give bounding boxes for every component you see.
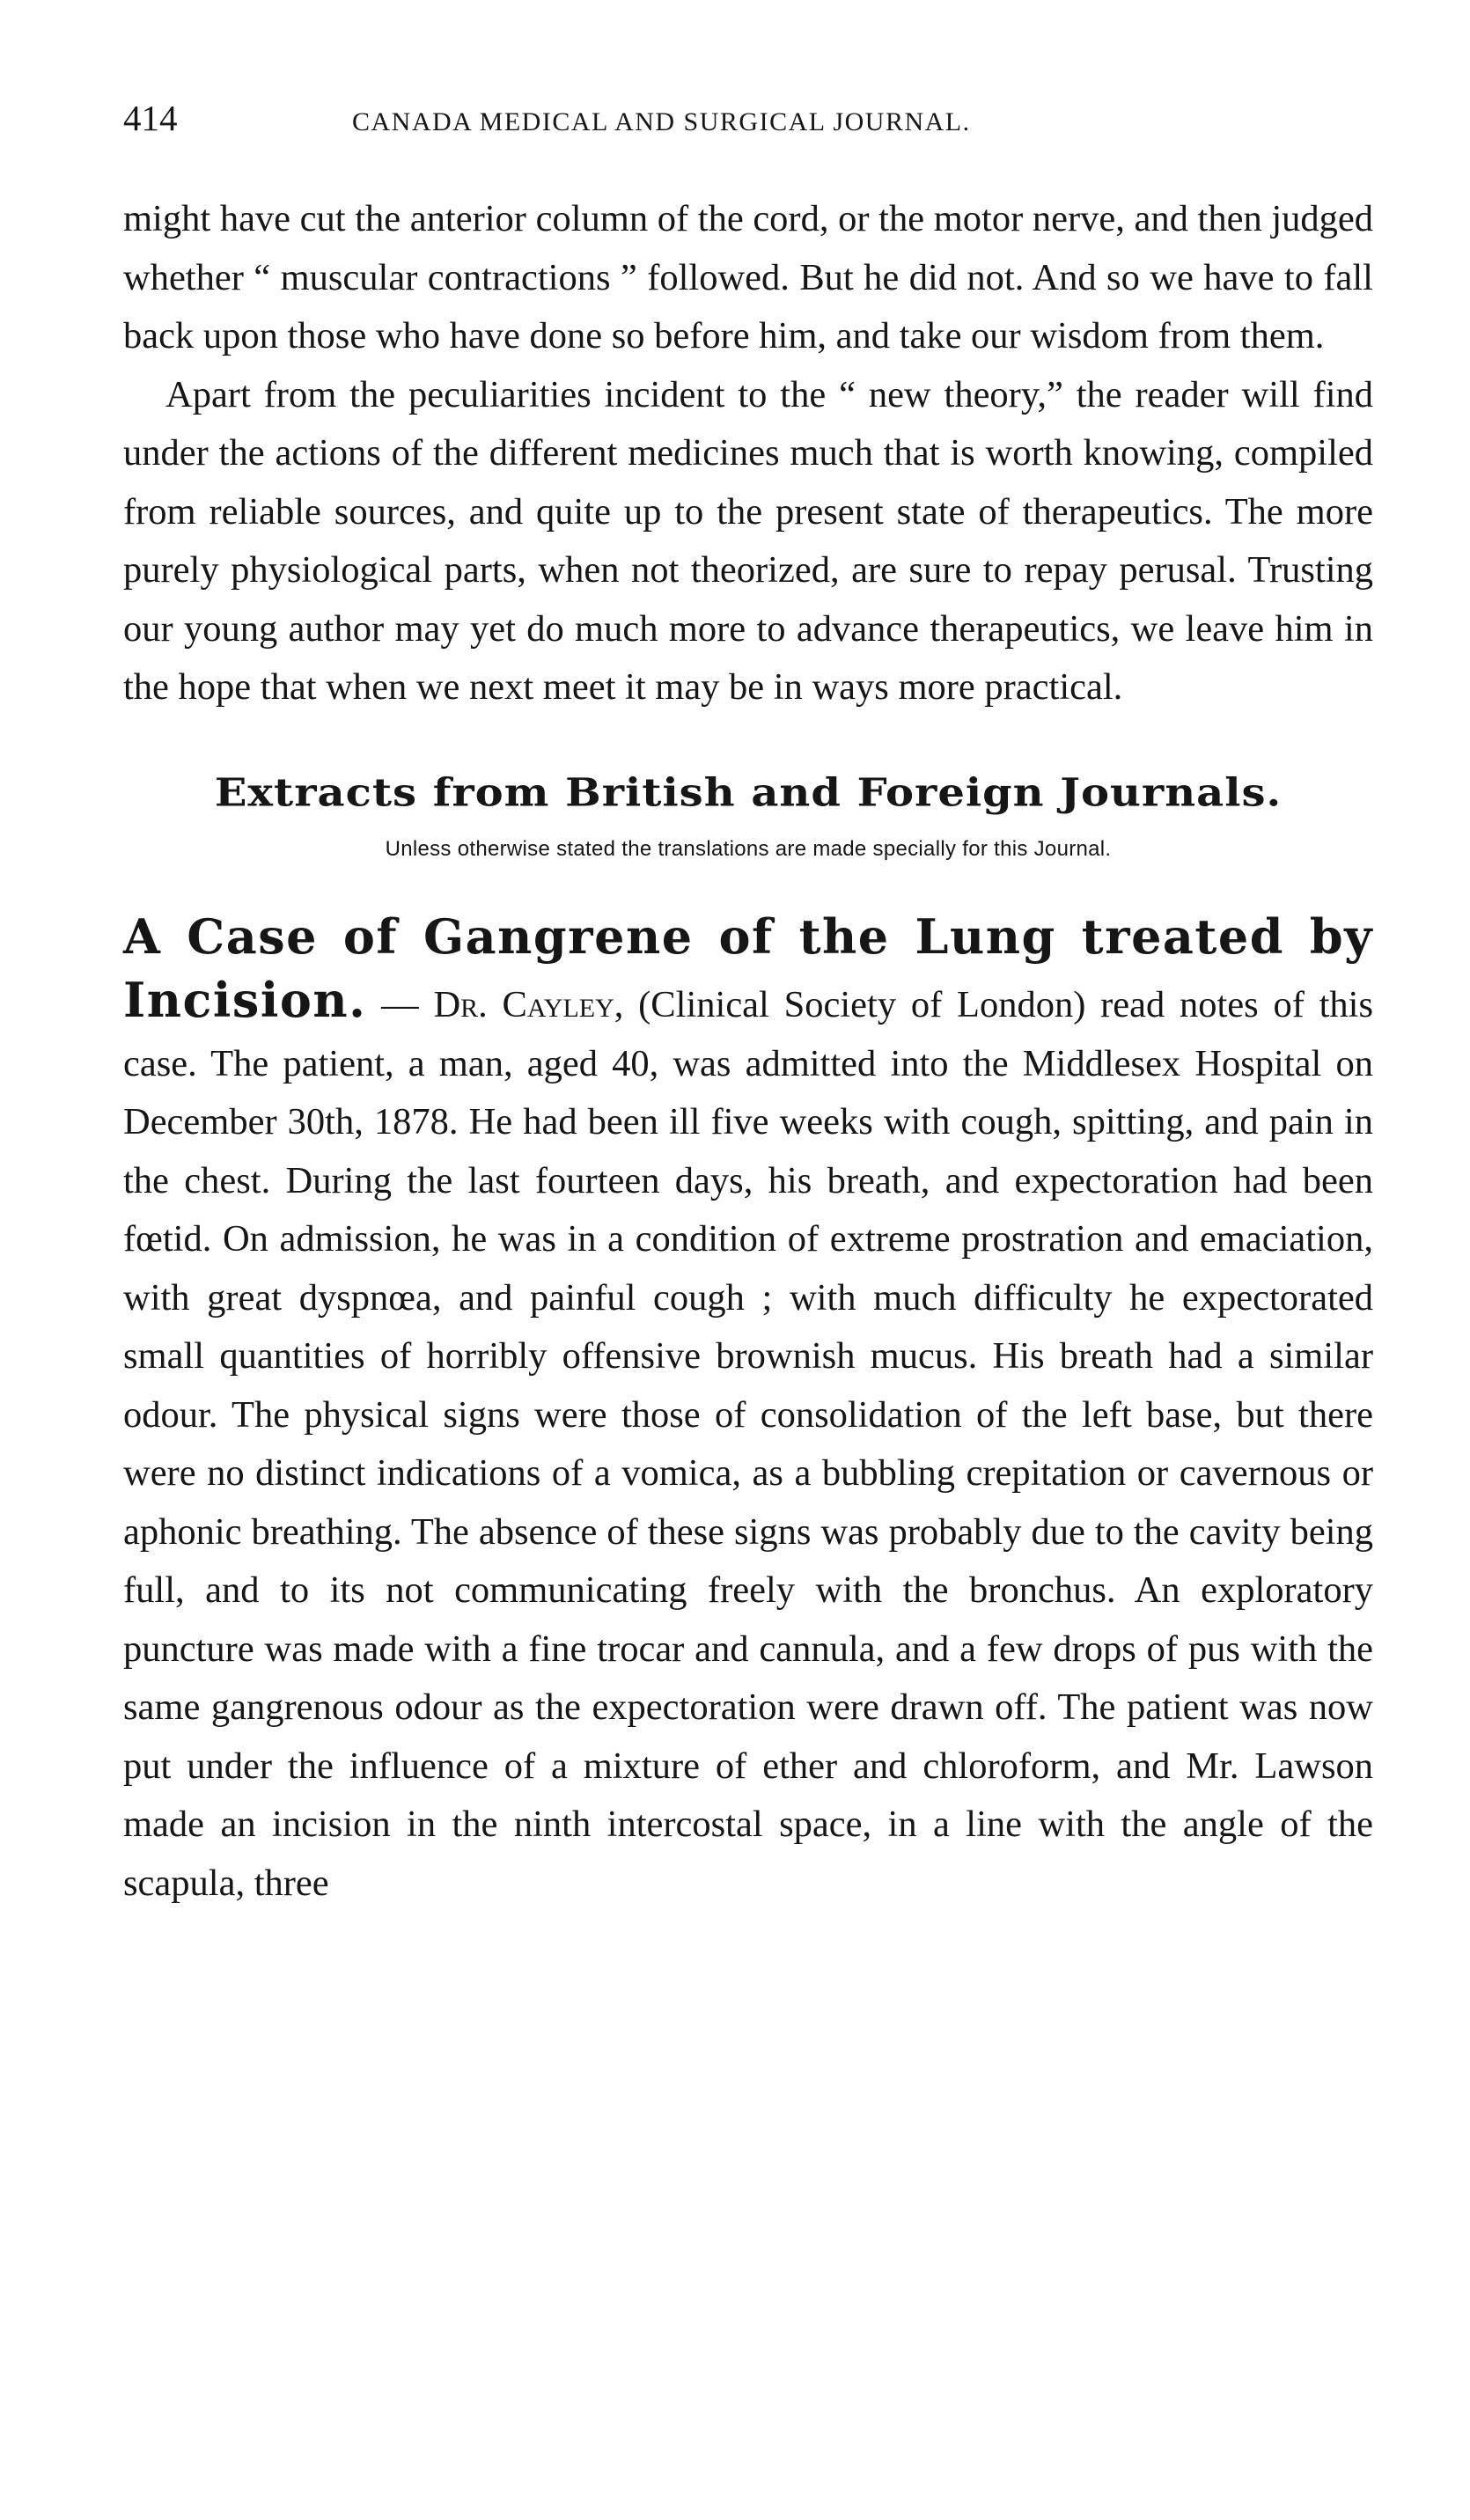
article-text: (Clinical Society of London) read notes of this case. The patient, a man, aged 40, was admitted into the Middlesex Hospital on December 30th, 1878. He had been ill five weeks with cough, spitting, and pain in the chest. During the last fourteen days, his breath, and expectoration had been fœtid. On admission, he was in a condition of extreme prostration and emaciation, with great dyspnœa, and painful cough ; with much difficulty he expectorated small quantities of horribly offensive brownish mucus. His breath had a similar odour. The physical signs were those of consolidation of the left base, but there were no distinct indications of a vomica, as a bubbling crepitation or cavernous or aphonic breathing. The absence of these signs was probably due to the cavity being full, and to its not communicating freely with the bronchus. An exploratory puncture was made with a fine trocar and cannula, and a few drops of pus with the same gangrenous odour as the expectoration were drawn off. The patient was now put under the influence of a mixture of ether and chloroform, and Mr. Lawson made an incision in the ninth intercostal space, in a line with the angle of the scapula, three (123, 984, 1374, 1904)
article-author: Dr. Cayley, (433, 984, 624, 1025)
running-head (123, 97, 1373, 150)
page-number: 414 (123, 98, 178, 138)
article-title: A Case of Gangrene of the Lung treated by Incision. (123, 907, 1373, 1028)
article-dash: — (366, 984, 434, 1025)
document-page (123, 97, 1373, 1913)
section-note: Unless otherwise stated the translations are made specially for this Journal. (385, 836, 1112, 861)
section-heading: Extracts from British and Foreign Journals. (214, 769, 1283, 816)
review-paragraph-continued: might have cut the anterior column of the cord, or the motor nerve, and then judged whether “ muscular contractions ” followed. But he did not. And so we have to fall back upon those who have done so before him, and take our wisdom from them. (123, 198, 1373, 356)
article-paragraph (123, 907, 1373, 1914)
review-paragraph-closing: Apart from the peculiarities incident to the “ new theory,” the reader will find under the actions of the different medicines much that is worth knowing, compiled from reliable sources, and quite up to the present state of therapeutics. The more purely physiological parts, when not theorized, are sure to repay perusal. Trusting our young author may yet do much more to advance therapeutics, we leave him in the hope that when we next meet it may be in ways more practical. (123, 373, 1373, 708)
journal-title: CANADA MEDICAL AND SURGICAL JOURNAL. (352, 107, 971, 136)
